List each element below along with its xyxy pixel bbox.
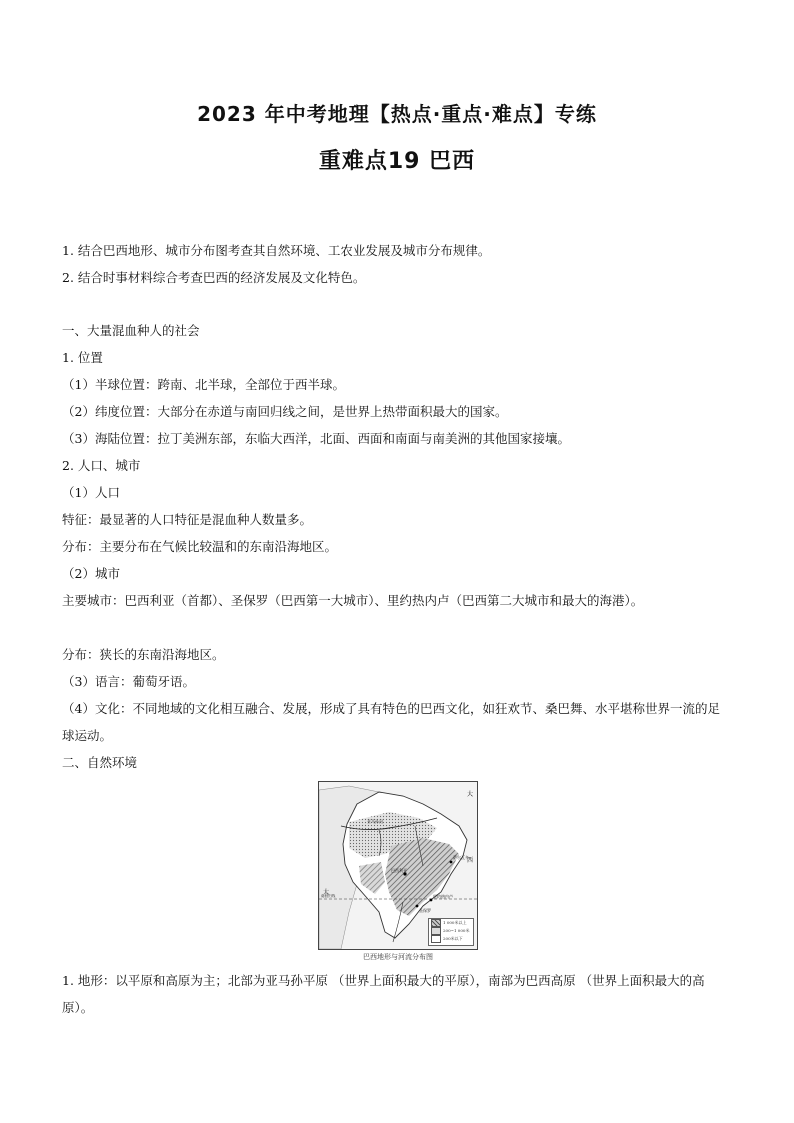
legend-label-high: 1 000米以上 (443, 920, 467, 925)
brazil-terrain-river-map (318, 781, 478, 950)
legend-swatch-low (431, 935, 441, 943)
legend-swatch-high (431, 919, 441, 927)
city-sub: （2）城市 (62, 566, 120, 581)
location-item-3: （3）海陆位置：拉丁美洲东部，东临大西洋，北面、西面和南面与南美洲的其他国家接壤。 (62, 431, 570, 446)
map-label-ocean-east-bottom: 西 (467, 857, 474, 864)
section2-heading: 二、自然环境 (62, 755, 138, 770)
map-label-tropic: 南回归线 (321, 894, 336, 898)
location-item-1: （1）半球位置：跨南、北半球，全部位于西半球。 (62, 377, 345, 392)
map-legend (428, 918, 474, 946)
culture-item: （4）文化：不同地域的文化相互融合、发展，形成了具有特色的巴西文化，如狂欢节、桑巴舞、水平堪称世界一流的足球运动。 (62, 701, 720, 743)
map-label-rio: 里约热内卢 (433, 894, 453, 899)
legend-label-mid: 200~1 000米 (443, 928, 470, 933)
population-sub: （1）人口 (62, 485, 120, 500)
population-distribution: 分布：主要分布在气候比较温和的东南沿海地区。 (62, 539, 338, 554)
objective-1: 1. 结合巴西地形、城市分布图考查其自然环境、工农业发展及城市分布规律。 (62, 243, 491, 258)
map-label-ocean-east-top: 大 (467, 791, 474, 798)
legend-label-low: 200米以下 (443, 936, 463, 941)
population-feature: 特征：最显著的人口特征是混血种人数量多。 (62, 512, 313, 527)
location-item-2: （2）纬度位置：大部分在赤道与南回归线之间，是世界上热带面积最大的国家。 (62, 404, 508, 419)
city-main: 主要城市：巴西利亚（首都）、圣保罗（巴西第一大城市）、里约热内卢（巴西第二大城市和最大的海港）。 (62, 593, 644, 608)
legend-row (429, 927, 473, 935)
map-label-ocean-west: 太 (323, 889, 330, 896)
city-distribution: 分布：狭长的东南沿海地区。 (62, 647, 225, 662)
language-item: （3）语言：葡萄牙语。 (62, 674, 195, 689)
map-label-saopaulo: 圣保罗 (419, 908, 431, 913)
legend-row (429, 935, 473, 943)
map-label-salvador: 萨尔瓦多 (453, 855, 469, 860)
objective-2: 2. 结合时事材料综合考查巴西的经济发展及文化特色。 (62, 270, 366, 285)
population-heading: 2. 人口、城市 (62, 458, 141, 473)
map-caption: 巴西地形与河流分布图 (363, 953, 433, 961)
document-title: 2023 年中考地理【热点·重点·难点】专练 (197, 102, 597, 126)
map-label-amazon: 亚马孙河 (367, 819, 383, 824)
legend-row (429, 919, 473, 927)
document-subtitle: 重难点19 巴西 (318, 149, 476, 174)
section1-heading: 一、大量混血种人的社会 (62, 323, 200, 338)
map-label-brasilia: 巴西利亚 (391, 868, 407, 873)
terrain-item: 1. 地形：以平原和高原为主；北部为亚马孙平原 （世界上面积最大的平原），南部为巴西高原 （世界上面积最大的高原）。 (62, 973, 705, 1015)
location-heading: 1. 位置 (62, 350, 103, 365)
legend-swatch-mid (431, 927, 441, 935)
